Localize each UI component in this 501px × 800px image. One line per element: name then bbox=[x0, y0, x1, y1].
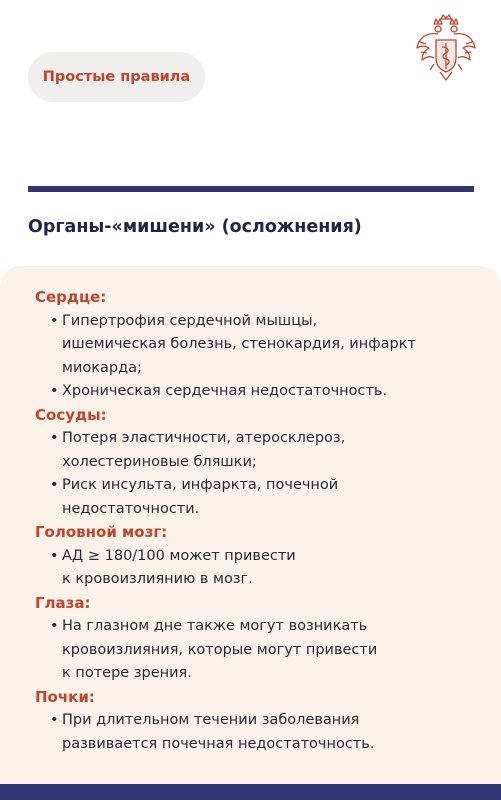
category-badge bbox=[28, 52, 205, 102]
bullet-list bbox=[35, 427, 475, 521]
footer-bar bbox=[0, 784, 501, 800]
list-item bbox=[35, 380, 475, 404]
list-item-line: При длительном течении заболевания bbox=[62, 712, 360, 728]
section-title: Головной мозг: bbox=[35, 523, 168, 541]
bullet-list bbox=[35, 709, 475, 756]
list-item-line: кровоизлияния, которые могут привести bbox=[62, 641, 378, 658]
badge-label: Простые правила bbox=[42, 69, 191, 85]
list-item bbox=[35, 709, 475, 756]
bullet-icon: • bbox=[50, 312, 59, 329]
section-title: Почки: bbox=[35, 687, 95, 706]
section-divider bbox=[28, 186, 474, 192]
complications-list bbox=[35, 286, 475, 756]
section-title: Сосуды: bbox=[35, 405, 107, 424]
bullet-icon: • bbox=[50, 618, 59, 634]
coat-of-arms-icon bbox=[414, 14, 478, 86]
list-item-line: к кровоизлиянию в мозг. bbox=[62, 571, 253, 587]
bullet-icon: • bbox=[50, 547, 59, 564]
list-item bbox=[35, 310, 475, 381]
list-item-line: холестериновые бляшки; bbox=[62, 453, 257, 470]
list-item bbox=[35, 615, 475, 686]
page-title: Органы-«мишени» (осложнения) bbox=[28, 217, 362, 237]
list-item-line: Риск инсульта, инфаркта, почечной bbox=[62, 477, 339, 493]
list-item-line: ишемическая болезнь, стенокардия, инфаркт bbox=[62, 336, 416, 352]
list-item-line: Хроническая сердечная недостаточность. bbox=[62, 383, 388, 399]
section-title: Сердце: bbox=[35, 288, 107, 306]
list-item-line: Гипертрофия сердечной мышцы, bbox=[62, 312, 318, 329]
list-item-line: недостаточности. bbox=[62, 500, 200, 517]
list-item-line: развивается почечная недостаточность. bbox=[62, 735, 375, 752]
bullet-icon: • bbox=[50, 383, 59, 399]
bullet-list bbox=[35, 310, 475, 404]
list-item bbox=[35, 545, 475, 592]
list-item-line: миокарда; bbox=[62, 359, 142, 376]
list-item bbox=[35, 427, 475, 474]
list-item-line: На глазном дне также могут возникать bbox=[62, 618, 368, 634]
list-item bbox=[35, 474, 475, 521]
section-title: Глаза: bbox=[35, 593, 91, 612]
list-item-line: Потеря эластичности, атеросклероз, bbox=[62, 430, 346, 446]
bullet-list bbox=[35, 615, 475, 686]
bullet-list bbox=[35, 545, 475, 592]
bullet-icon: • bbox=[50, 477, 59, 493]
list-item-line: к потере зрения. bbox=[62, 665, 192, 681]
bullet-icon: • bbox=[50, 430, 59, 446]
list-item-line: АД ≥ 180/100 может привести bbox=[62, 547, 296, 564]
bullet-icon: • bbox=[50, 712, 59, 728]
